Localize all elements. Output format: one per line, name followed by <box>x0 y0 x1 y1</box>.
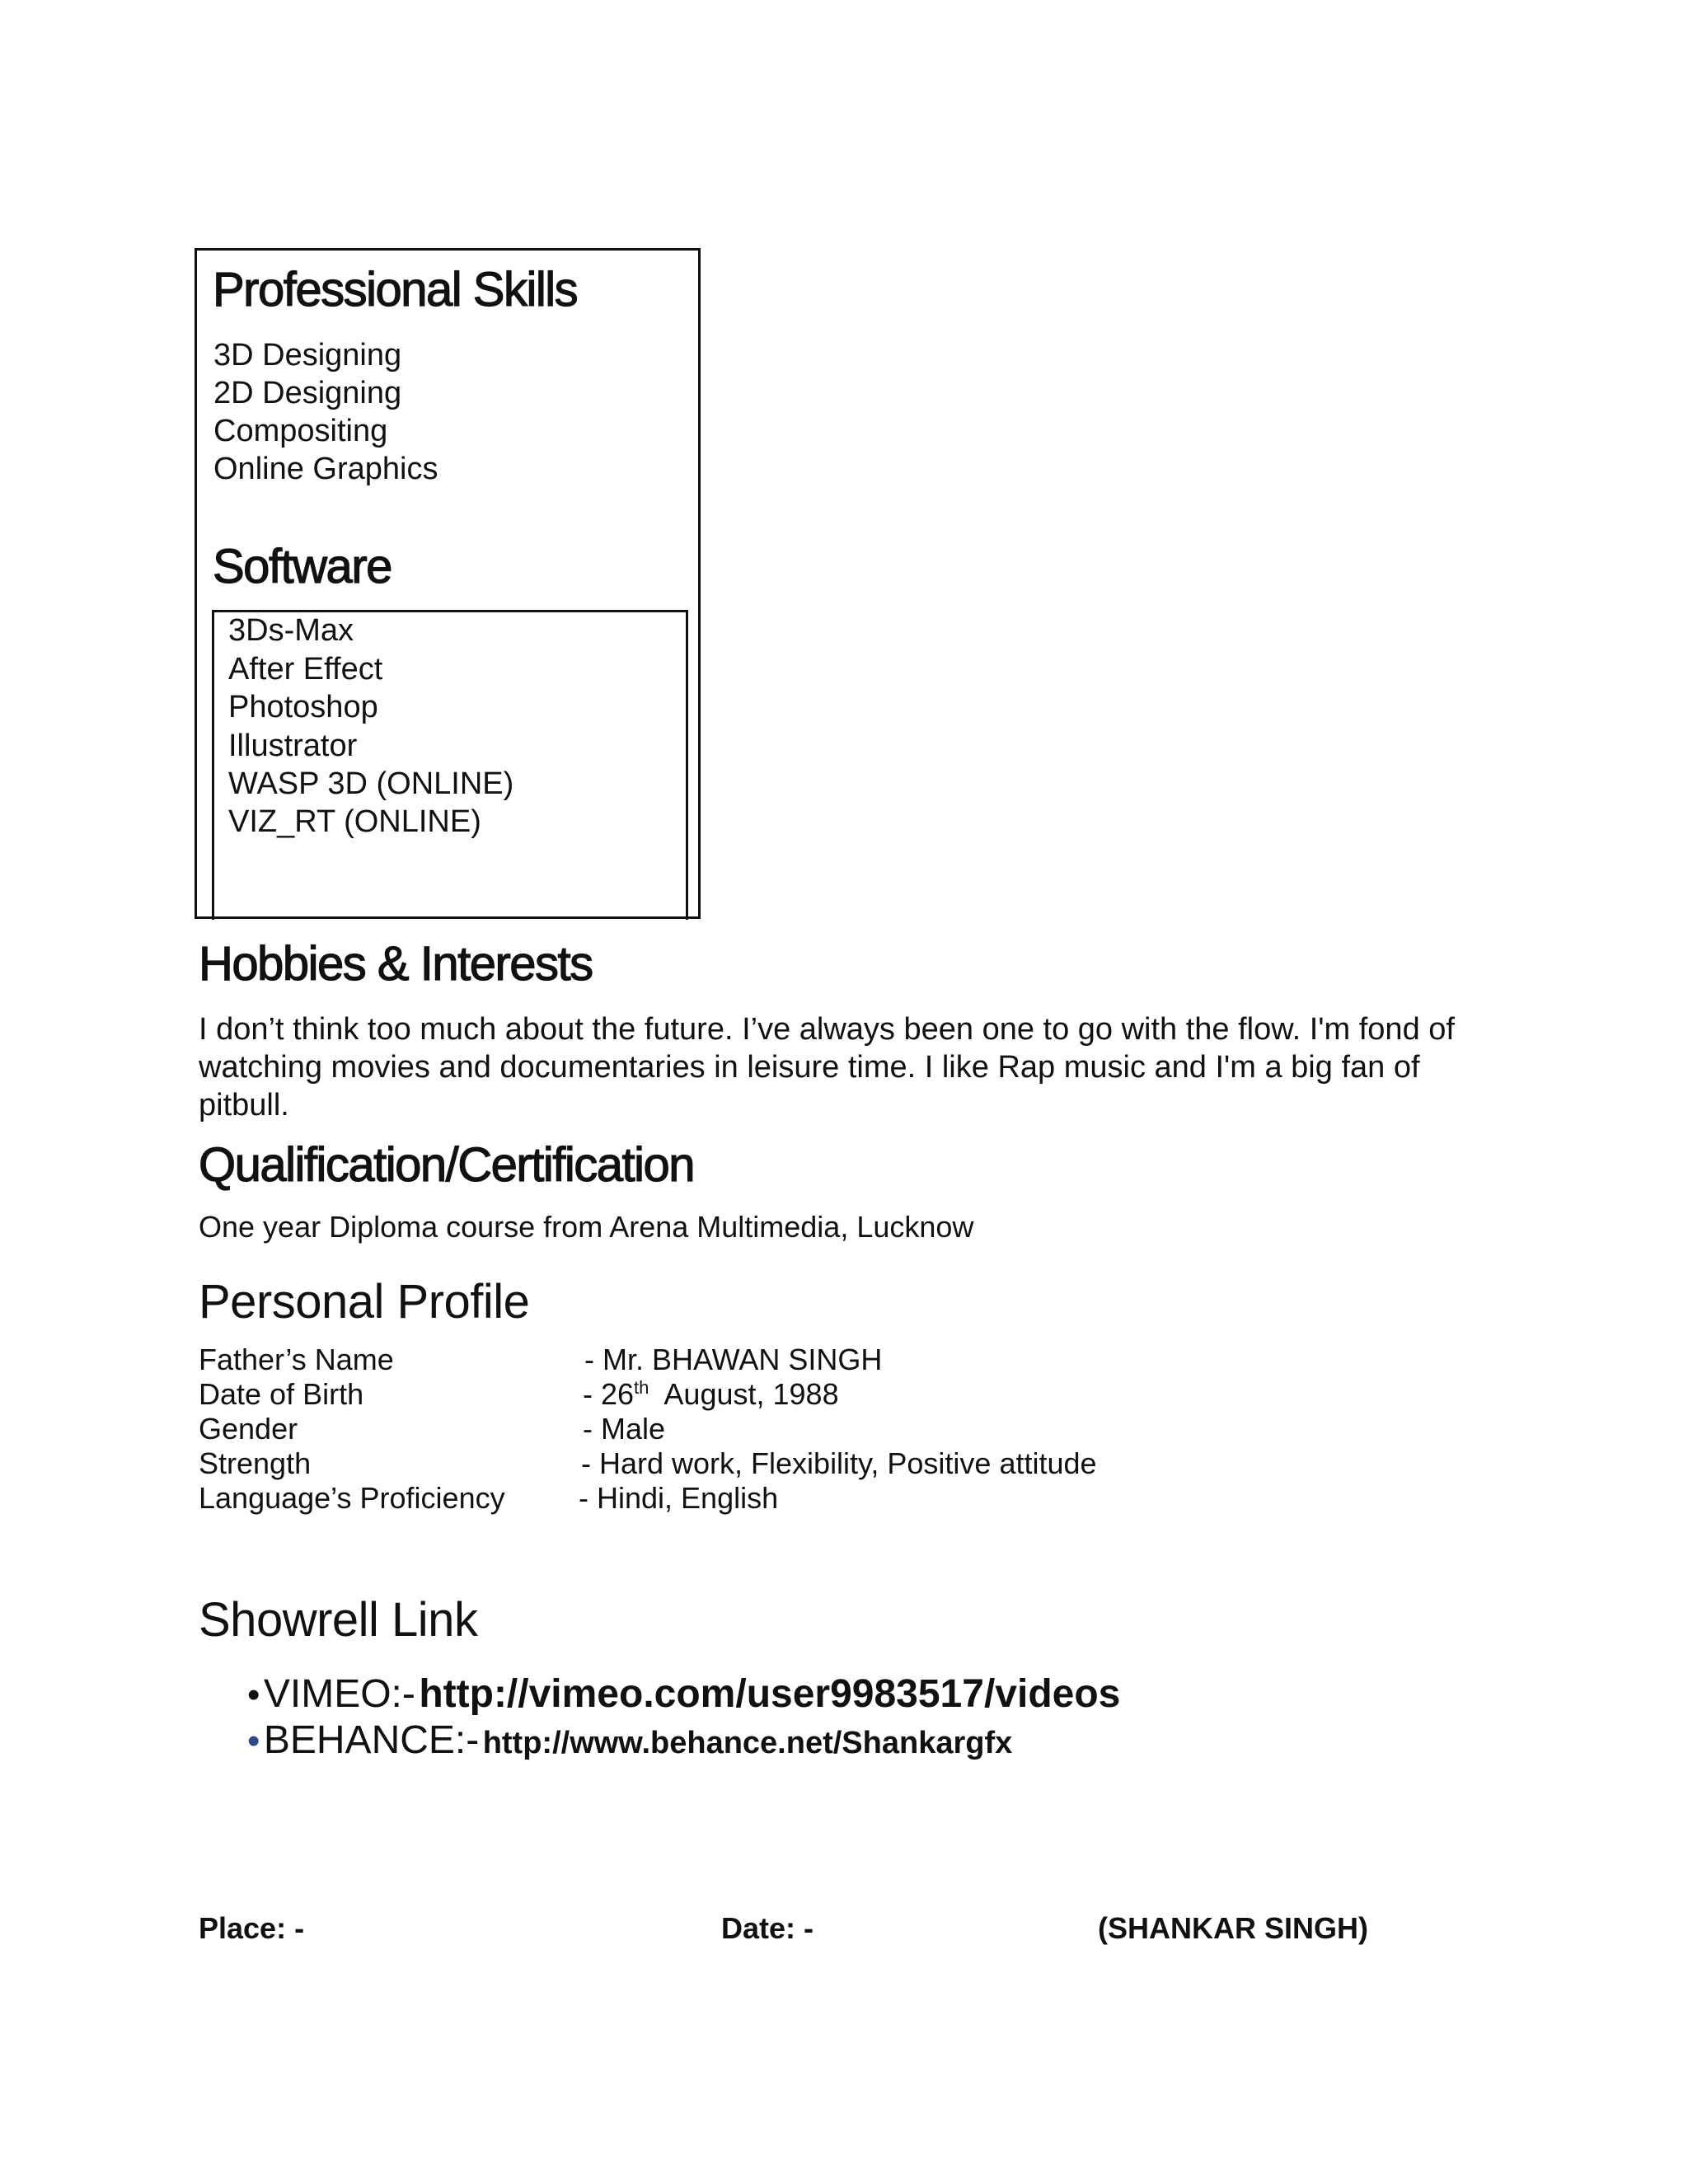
software-heading: Software <box>213 540 392 593</box>
profile-label: Father’s Name <box>199 1343 394 1376</box>
profile-value: - Male <box>583 1412 666 1446</box>
software-item: VIZ_RT (ONLINE) <box>228 804 481 839</box>
profile-value: - Hindi, English <box>579 1481 779 1515</box>
profile-value: - Hard work, Flexibility, Positive attitude <box>581 1446 1097 1480</box>
vimeo-link-row[interactable] <box>247 1671 1120 1717</box>
behance-label: BEHANCE:- <box>263 1718 480 1762</box>
bullet-icon: • <box>247 1675 260 1715</box>
software-item: Illustrator <box>228 729 358 763</box>
profile-value: - 26th August, 1988 <box>583 1377 839 1411</box>
hobbies-heading: Hobbies & Interests <box>199 937 593 991</box>
behance-link-row[interactable] <box>247 1718 1012 1763</box>
behance-url[interactable]: http://www.behance.net/Shankargfx <box>482 1726 1013 1760</box>
software-item: Photoshop <box>228 690 378 724</box>
date-field: Date: - <box>721 1911 814 1945</box>
hobbies-text: I don’t think too much about the future. I’ve always been one to go with the flow. I'm fond of watching movies and documentaries in leisure time. I like Rap music and I'm a big fan of pitbull. <box>199 1012 1455 1122</box>
skills-heading: Professional Skills <box>213 263 578 316</box>
profile-label: Language’s Proficiency <box>199 1481 505 1515</box>
profile-heading: Personal Profile <box>199 1275 530 1329</box>
vimeo-label: VIMEO:- <box>263 1672 415 1716</box>
skill-item: Compositing <box>213 414 388 448</box>
place-field: Place: - <box>199 1911 305 1945</box>
skill-item: Online Graphics <box>213 452 438 486</box>
bullet-icon: • <box>247 1721 260 1761</box>
software-item: WASP 3D (ONLINE) <box>228 766 514 801</box>
profile-label: Gender <box>199 1412 298 1446</box>
software-item: 3Ds-Max <box>228 613 354 648</box>
software-item: After Effect <box>228 652 383 687</box>
skill-item: 3D Designing <box>213 338 402 373</box>
profile-value: - Mr. BHAWAN SINGH <box>584 1343 883 1376</box>
qualification-heading: Qualification/Certification <box>199 1138 695 1192</box>
signature-name: (SHANKAR SINGH) <box>1098 1911 1368 1945</box>
qualification-text: One year Diploma course from Arena Multimedia, Lucknow <box>199 1210 974 1244</box>
showreel-heading: Showrell Link <box>199 1593 478 1647</box>
vimeo-url[interactable]: http://vimeo.com/user9983517/videos <box>419 1672 1121 1716</box>
profile-label: Strength <box>199 1446 312 1480</box>
profile-label: Date of Birth <box>199 1377 364 1411</box>
skill-item: 2D Designing <box>213 376 402 410</box>
